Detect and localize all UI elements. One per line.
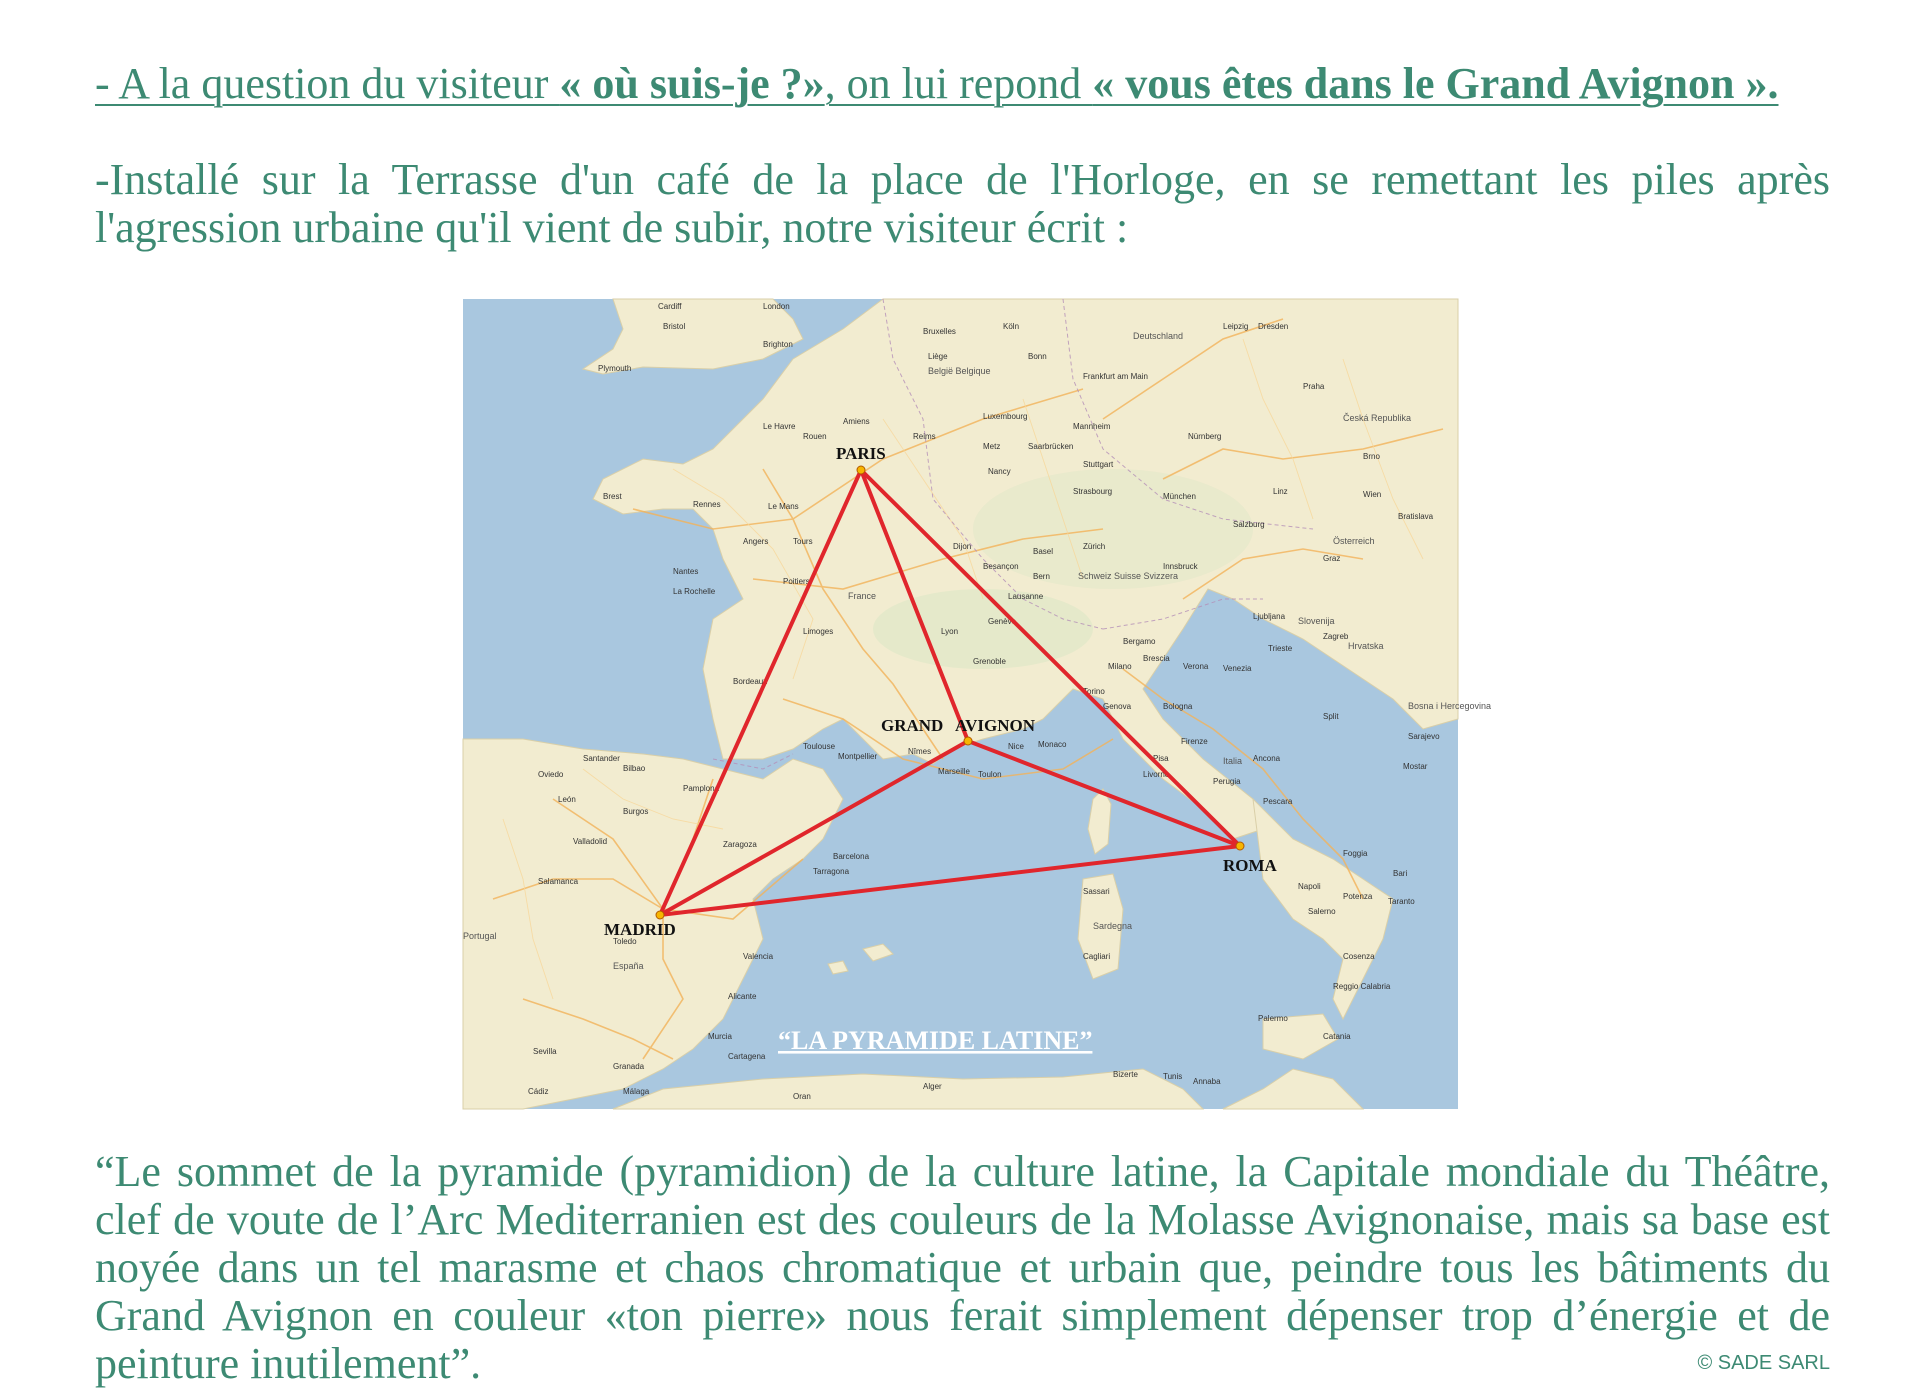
svg-text:Nantes: Nantes bbox=[673, 567, 699, 576]
svg-text:Frankfurt am Main: Frankfurt am Main bbox=[1083, 372, 1148, 381]
svg-text:Split: Split bbox=[1323, 712, 1339, 721]
svg-text:Rennes: Rennes bbox=[693, 500, 721, 509]
svg-text:Marseille: Marseille bbox=[938, 767, 971, 776]
city-label-roma: ROMA bbox=[1223, 856, 1277, 875]
svg-text:Foggia: Foggia bbox=[1343, 849, 1368, 858]
city-label-paris: PARIS bbox=[836, 444, 886, 463]
paris-marker bbox=[857, 466, 865, 474]
svg-text:Lausanne: Lausanne bbox=[1008, 592, 1044, 601]
svg-text:Linz: Linz bbox=[1273, 487, 1288, 496]
svg-text:La Rochelle: La Rochelle bbox=[673, 587, 716, 596]
answer-text: « vous êtes dans le Grand Avignon ». bbox=[1092, 59, 1779, 108]
svg-text:Bratislava: Bratislava bbox=[1398, 512, 1434, 521]
svg-text:Deutschland: Deutschland bbox=[1133, 331, 1184, 341]
city-label-grand: GRAND bbox=[881, 716, 944, 735]
svg-text:Brest: Brest bbox=[603, 492, 622, 501]
svg-text:Pescara: Pescara bbox=[1263, 797, 1293, 806]
svg-text:España: España bbox=[613, 961, 644, 971]
svg-text:Milano: Milano bbox=[1108, 662, 1132, 671]
svg-text:Nürnberg: Nürnberg bbox=[1188, 432, 1222, 441]
svg-text:Livorno: Livorno bbox=[1143, 770, 1170, 779]
svg-text:Perugia: Perugia bbox=[1213, 777, 1241, 786]
svg-text:Rouen: Rouen bbox=[803, 432, 827, 441]
madrid-marker bbox=[656, 911, 664, 919]
svg-text:Lyon: Lyon bbox=[941, 627, 959, 636]
svg-text:Pamplona: Pamplona bbox=[683, 784, 720, 793]
svg-text:Genève: Genève bbox=[988, 617, 1017, 626]
map-caption: “LA PYRAMIDE LATINE” bbox=[778, 1026, 1093, 1055]
svg-text:Santander: Santander bbox=[583, 754, 620, 763]
svg-text:Bordeaux: Bordeaux bbox=[733, 677, 768, 686]
svg-text:Graz: Graz bbox=[1323, 554, 1341, 563]
svg-text:Innsbruck: Innsbruck bbox=[1163, 562, 1198, 571]
svg-text:Oran: Oran bbox=[793, 1092, 811, 1101]
svg-text:Mostar: Mostar bbox=[1403, 762, 1428, 771]
quote-paragraph: “Le sommet de la pyramide (pyramidion) de la culture latine, la Capitale mondiale du Théâtre, clef de voute de l’Arc Mediterranien est des couleurs de la Molasse Avignonaise, mais sa base est noyée dans un tel marasme et chaos chromatique et urbain que, peindre tous les bâtiments du Grand Avignon en couleur «ton pierre» nous ferait simplement dépenser trop d’énergie et de peinture inutilement”. bbox=[95, 1147, 1830, 1388]
svg-text:Wien: Wien bbox=[1363, 490, 1382, 499]
svg-text:Köln: Köln bbox=[1003, 322, 1020, 331]
svg-text:Reggio Calabria: Reggio Calabria bbox=[1333, 982, 1391, 991]
svg-text:León: León bbox=[558, 795, 576, 804]
svg-text:Taranto: Taranto bbox=[1388, 897, 1415, 906]
svg-text:Poitiers: Poitiers bbox=[783, 577, 810, 586]
svg-text:Bosna i Hercegovina: Bosna i Hercegovina bbox=[1408, 701, 1492, 711]
svg-text:Venezia: Venezia bbox=[1223, 664, 1252, 673]
svg-text:Bruxelles: Bruxelles bbox=[923, 327, 956, 336]
svg-text:Tarragona: Tarragona bbox=[813, 867, 850, 876]
svg-text:Bonn: Bonn bbox=[1028, 352, 1047, 361]
svg-text:Bizerte: Bizerte bbox=[1113, 1070, 1138, 1079]
svg-text:Annaba: Annaba bbox=[1193, 1077, 1221, 1086]
svg-text:Bari: Bari bbox=[1393, 869, 1408, 878]
svg-text:Toledo: Toledo bbox=[613, 937, 637, 946]
svg-text:Valladolid: Valladolid bbox=[573, 837, 608, 846]
svg-text:Dresden: Dresden bbox=[1258, 322, 1289, 331]
svg-text:Schweiz Suisse Svizzera: Schweiz Suisse Svizzera bbox=[1078, 571, 1179, 581]
svg-text:Italia: Italia bbox=[1223, 756, 1243, 766]
svg-text:Bergamo: Bergamo bbox=[1123, 637, 1156, 646]
svg-text:Le Mans: Le Mans bbox=[768, 502, 799, 511]
svg-text:Mannheim: Mannheim bbox=[1073, 422, 1111, 431]
svg-text:Dijon: Dijon bbox=[953, 542, 972, 551]
copyright-notice: © SADE SARL bbox=[1697, 1352, 1830, 1374]
svg-text:Sevilla: Sevilla bbox=[533, 1047, 557, 1056]
svg-text:Genova: Genova bbox=[1103, 702, 1132, 711]
svg-text:Zaragoza: Zaragoza bbox=[723, 840, 757, 849]
svg-text:Sassari: Sassari bbox=[1083, 887, 1110, 896]
svg-text:München: München bbox=[1163, 492, 1196, 501]
svg-text:Verona: Verona bbox=[1183, 662, 1209, 671]
svg-text:Česká Republika: Česká Republika bbox=[1343, 413, 1412, 423]
svg-text:Brighton: Brighton bbox=[763, 340, 793, 349]
svg-text:Nancy: Nancy bbox=[988, 467, 1011, 476]
svg-text:België Belgique: België Belgique bbox=[928, 366, 991, 376]
svg-text:Granada: Granada bbox=[613, 1062, 645, 1071]
svg-text:Torino: Torino bbox=[1083, 687, 1105, 696]
svg-text:Alicante: Alicante bbox=[728, 992, 757, 1001]
svg-text:Strasbourg: Strasbourg bbox=[1073, 487, 1113, 496]
svg-text:Tours: Tours bbox=[793, 537, 813, 546]
svg-text:Nîmes: Nîmes bbox=[908, 747, 932, 756]
svg-text:France: France bbox=[848, 591, 877, 601]
svg-text:Bilbao: Bilbao bbox=[623, 764, 646, 773]
svg-text:Zagreb: Zagreb bbox=[1323, 632, 1349, 641]
svg-text:Saarbrücken: Saarbrücken bbox=[1028, 442, 1074, 451]
svg-text:Tunis: Tunis bbox=[1163, 1072, 1183, 1081]
svg-text:Hrvatska: Hrvatska bbox=[1348, 641, 1384, 651]
svg-text:Valencia: Valencia bbox=[743, 952, 774, 961]
svg-text:Stuttgart: Stuttgart bbox=[1083, 460, 1114, 469]
svg-text:Brno: Brno bbox=[1363, 452, 1380, 461]
svg-text:Brescia: Brescia bbox=[1143, 654, 1170, 663]
svg-text:Bristol: Bristol bbox=[663, 322, 686, 331]
question-line bbox=[95, 60, 1830, 108]
svg-text:Catania: Catania bbox=[1323, 1032, 1351, 1041]
svg-text:Trieste: Trieste bbox=[1268, 644, 1293, 653]
svg-text:Sardegna: Sardegna bbox=[1093, 921, 1133, 931]
svg-text:Limoges: Limoges bbox=[803, 627, 834, 636]
svg-text:Oviedo: Oviedo bbox=[538, 770, 564, 779]
city-label-madrid: MADRID bbox=[604, 920, 676, 939]
svg-text:Besançon: Besançon bbox=[983, 562, 1019, 571]
svg-text:Reims: Reims bbox=[913, 432, 936, 441]
avignon-marker bbox=[964, 737, 972, 745]
svg-text:Plymouth: Plymouth bbox=[598, 364, 632, 373]
svg-text:Salamanca: Salamanca bbox=[538, 877, 579, 886]
svg-text:Pisa: Pisa bbox=[1153, 754, 1169, 763]
svg-text:Salzburg: Salzburg bbox=[1233, 520, 1265, 529]
svg-text:London: London bbox=[763, 302, 790, 311]
svg-text:Málaga: Málaga bbox=[623, 1087, 650, 1096]
svg-text:Cádiz: Cádiz bbox=[528, 1087, 549, 1096]
svg-text:Basel: Basel bbox=[1033, 547, 1054, 556]
question-middle: , on lui repond bbox=[824, 59, 1093, 108]
svg-text:Firenze: Firenze bbox=[1181, 737, 1208, 746]
svg-text:Praha: Praha bbox=[1303, 382, 1325, 391]
svg-text:Bologna: Bologna bbox=[1163, 702, 1193, 711]
intro-paragraph: -Installé sur la Terrasse d'un café de la place de l'Horloge, en se remettant les piles après l'agression urbaine qu'il vient de subir, notre visiteur écrit : bbox=[95, 155, 1830, 252]
svg-text:Barcelona: Barcelona bbox=[833, 852, 870, 861]
svg-text:Metz: Metz bbox=[983, 442, 1001, 451]
svg-text:Ancona: Ancona bbox=[1253, 754, 1281, 763]
svg-text:Portugal: Portugal bbox=[463, 931, 497, 941]
svg-text:Toulouse: Toulouse bbox=[803, 742, 836, 751]
svg-text:Bern: Bern bbox=[1033, 572, 1050, 581]
svg-text:Grenoble: Grenoble bbox=[973, 657, 1006, 666]
city-label-avignon: AVIGNON bbox=[955, 716, 1035, 735]
svg-text:Österreich: Österreich bbox=[1333, 536, 1375, 546]
svg-text:Zürich: Zürich bbox=[1083, 542, 1106, 551]
roma-marker bbox=[1236, 842, 1244, 850]
svg-text:Alger: Alger bbox=[923, 1082, 942, 1091]
svg-text:Leipzig: Leipzig bbox=[1223, 322, 1249, 331]
pyramid-map bbox=[463, 299, 1492, 1109]
svg-text:Cosenza: Cosenza bbox=[1343, 952, 1375, 961]
svg-text:Cartagena: Cartagena bbox=[728, 1052, 766, 1061]
svg-text:Sarajevo: Sarajevo bbox=[1408, 732, 1440, 741]
question-text: « où suis-je ?» bbox=[559, 59, 825, 108]
svg-text:Ljubljana: Ljubljana bbox=[1253, 612, 1286, 621]
svg-text:Salerno: Salerno bbox=[1308, 907, 1336, 916]
svg-text:Slovenija: Slovenija bbox=[1298, 616, 1335, 626]
svg-text:Luxembourg: Luxembourg bbox=[983, 412, 1028, 421]
svg-text:Le Havre: Le Havre bbox=[763, 422, 796, 431]
svg-text:Monaco: Monaco bbox=[1038, 740, 1067, 749]
svg-text:Angers: Angers bbox=[743, 537, 769, 546]
svg-text:Toulon: Toulon bbox=[978, 770, 1002, 779]
svg-text:Liège: Liège bbox=[928, 352, 948, 361]
svg-text:Potenza: Potenza bbox=[1343, 892, 1373, 901]
svg-text:Cardiff: Cardiff bbox=[658, 302, 682, 311]
svg-text:Napoli: Napoli bbox=[1298, 882, 1321, 891]
svg-text:Murcia: Murcia bbox=[708, 1032, 733, 1041]
svg-text:Montpellier: Montpellier bbox=[838, 752, 878, 761]
svg-text:Cagliari: Cagliari bbox=[1083, 952, 1111, 961]
svg-text:Palermo: Palermo bbox=[1258, 1014, 1288, 1023]
svg-text:Amiens: Amiens bbox=[843, 417, 870, 426]
question-prefix: - A la question du visiteur bbox=[95, 59, 560, 108]
svg-text:Nice: Nice bbox=[1008, 742, 1025, 751]
svg-text:Burgos: Burgos bbox=[623, 807, 649, 816]
